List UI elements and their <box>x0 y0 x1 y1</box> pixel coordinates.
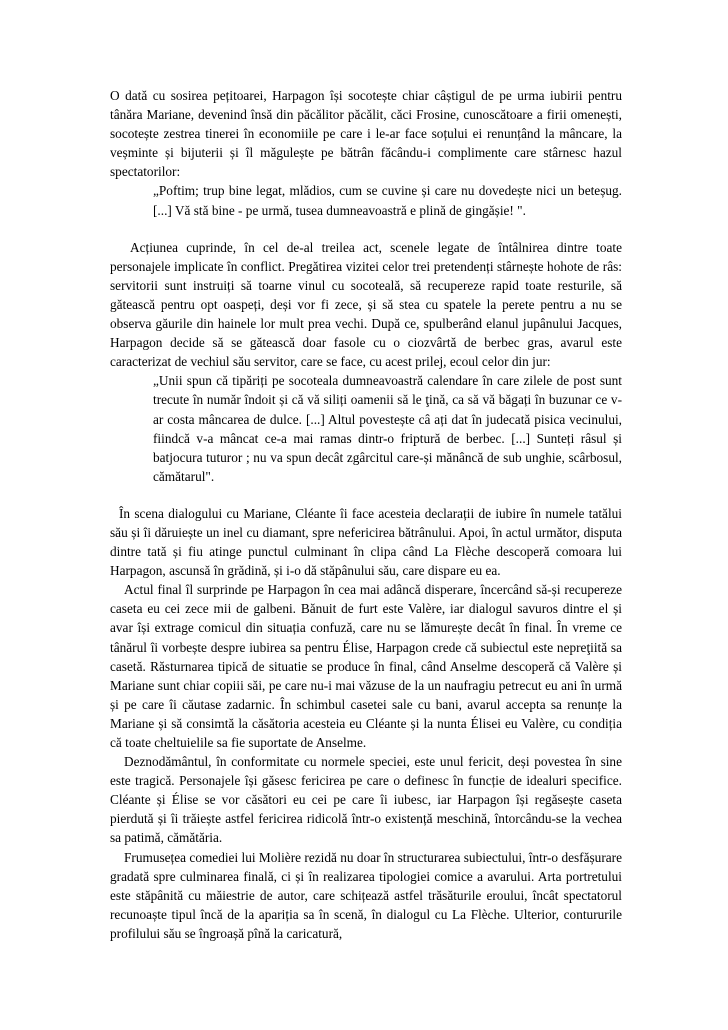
quote-frosine: „Poftim; trup bine legat, mlădios, cum se cuvine și care nu dovedește nici un beteșug. [...] Vă stă bine - pe urmă, tusea dumneavoastră e plină de gingășie! ". <box>153 183 622 218</box>
paragraph-portrait: Frumusețea comediei lui Molière rezidă nu doar în structurarea subiectului, într-o desfășurare gradată spre culminarea finală, ci și în realizarea tipologiei comice a avarului. Arta portretului este stăpânită cu măiestrie de autor, care schițează astfel trăsăturile eroului, încât spectatorul recunoaște tipul încă de la apariția sa în scenă, în dialogul cu La Flèche. Ulterior, contururile profilului său se îngroașă pînă la caricatură, <box>110 849 622 941</box>
paragraph-act-three: Acțiunea cuprinde, în cel de-al treilea act, scenele legate de întâlnirea dintre toate personajele implicate în conflict. Pregătirea vizitei celor trei pretendenți stârnește hohote de râs: servitorii sunt instruiți să toarne vinul cu socoteală, să recupereze rapid toate resturile, să gătească pentru opt oaspeți, deși vor fi zece, și să stea cu spatele la perete pentru a nu se observa găurile din hainele lor mult prea vechi. După ce, spulberând elanul jupânului Jacques, Harpagon decide să se gătească doar fasole cu o ciozvârtă de berbec gras, avarul este caracterizat de vechiul său servitor, care se face, cu acest prilej, ecoul celor din jur: <box>110 239 622 370</box>
paragraph-denouement: Deznodământul, în conformitate cu normele speciei, este unul fericit, deși povestea în sine este tragică. Personajele își găsesc fericirea pe care o definesc în funcție de idealuri specifice. Cléante și Élise se vor căsători eu cei pe care îi iubesc, iar Harpagon își regăsește caseta pierdută și îi trăiește astfel fericirea ridicolă într-o existență meschină, întorcându-se la vechea sa patimă, cămătăria. <box>110 754 622 846</box>
paragraph-intro: O dată cu sosirea pețitoarei, Harpagon își socotește chiar câștigul de pe urma iubirii pentru tânăra Mariane, devenind însă din păcălitor păcălit, căci Frosine, cunoscătoare a firii omenești, socotește zestrea tinerei în economiile pe care i le-ar face soțului ei renunțând la mâncare, la veșminte și bijuterii și îl măgulește pe bătrân făcându-i complimente care stârnesc hazul spectatorilor: <box>110 88 622 180</box>
quote-jacques: „Unii spun că tipăriți pe socoteala dumneavoastră calendare în care zilele de post sunt trecute în număr îndoit și că vă siliți oamenii să le ţină, ca să vă băgați în buzunar ce v-ar costa mâncarea de dulce. [...] Altul povestește câ ați dat în judecată pisica vecinului, fiindcă v-a mâncat ce-a mai ramas dintr-o friptură de berbec. [...] Sunteți râsul și batjocura tuturor ; nu va spun decât zgârcitul care-și mănâncă de sub unghie, scârbosul, cămătarul". <box>153 373 622 484</box>
paragraph-mariane-scene: În scena dialogului cu Mariane, Cléante îi face acesteia declarații de iubire în numele tatălui său și îi dăruiește un inel cu diamant, spre nefericirea bătrânului. Apoi, în actul următor, disputa dintre tată și fiu atinge punctul culminant în clipa când La Flèche descoperă comoara lui Harpagon, ascunsă în grădină, și i-o dă stăpânului său, care dispare eu ea. <box>110 505 622 579</box>
paragraph-final-act: Actul final îl surprinde pe Harpagon în cea mai adâncă disperare, încercând să-și recupereze caseta eu cei zece mii de galbeni. Bănuit de furt este Valère, iar dialogul savuros dintre el și avar își extrage comicul din situația confuză, care nu se lămurește decât în final. În vreme ce tânărul îi vorbește despre iubirea sa pentru Élise, Harpagon crede că subiectul este nepreţiită sa casetă. Răsturnarea tipică de situatie se produce în final, când Anselme descoperă că Valère și Mariane sunt chiar copiii săi, pe care nu-i mai văzuse de la un naufragiu petrecut eu ani în urmă și pe care îi căutase zadarnic. În schimbul casetei sale cu bani, avarul accepta sa renunțe la Mariane și să consimtă la căsătoria acesteia eu Cléante și la nunta Élisei eu Valère, cu condiția că toate cheltuielile sa fie suportate de Anselme. <box>110 582 622 750</box>
